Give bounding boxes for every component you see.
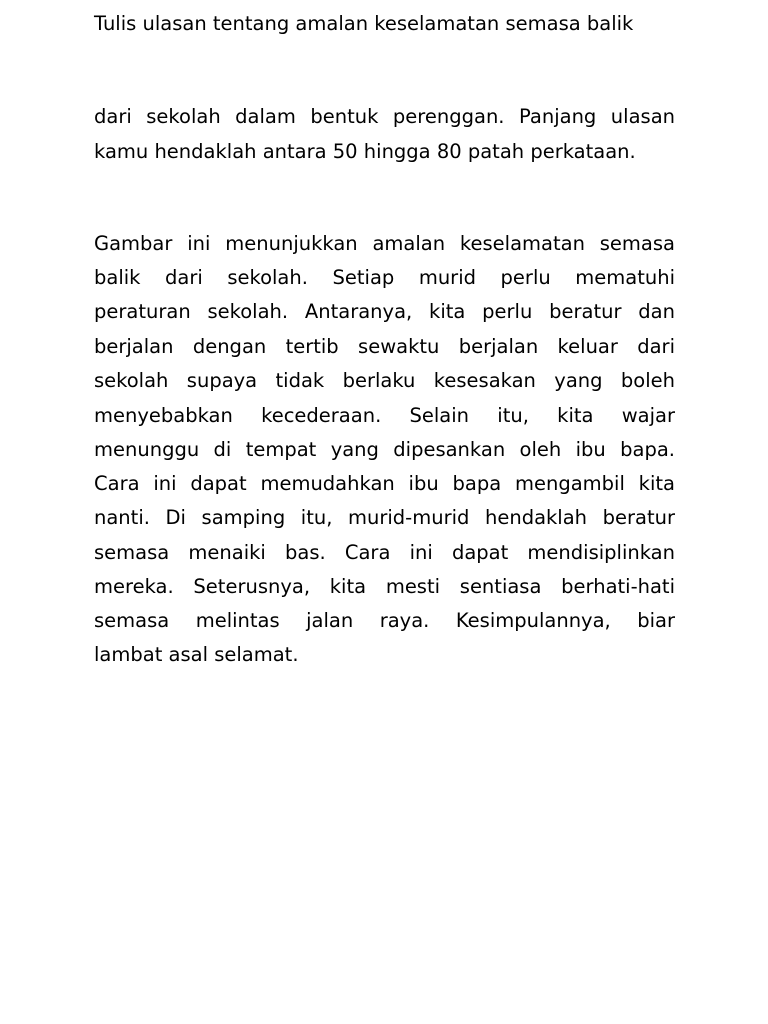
essay-line: semasa melintas jalan raya. Kesimpulannya, biar (94, 609, 675, 632)
essay-line: Cara ini dapat memudahkan ibu bapa mengambil kita (94, 472, 675, 495)
essay-line: sekolah supaya tidak berlaku kesesakan yang boleh (94, 369, 675, 392)
essay-line: semasa menaiki bas. Cara ini dapat mendisiplinkan (94, 541, 675, 564)
essay-line: menunggu di tempat yang dipesankan oleh ibu bapa. (94, 438, 675, 461)
essay-line: menyebabkan kecederaan. Selain itu, kita wajar (94, 404, 675, 427)
instruction-line: dari sekolah dalam bentuk perenggan. Panjang ulasan (94, 105, 675, 128)
heading-line: Tulis ulasan tentang amalan keselamatan semasa balik (94, 12, 634, 35)
instruction-line: kamu hendaklah antara 50 hingga 80 patah perkataan. (94, 140, 636, 163)
essay-line: Gambar ini menunjukkan amalan keselamatan semasa (94, 232, 675, 255)
essay-line: lambat asal selamat. (94, 643, 299, 666)
essay-line: nanti. Di samping itu, murid-murid hendaklah beratur (94, 506, 675, 529)
essay-line: peraturan sekolah. Antaranya, kita perlu beratur dan (94, 300, 675, 323)
essay-line: balik dari sekolah. Setiap murid perlu mematuhi (94, 266, 675, 289)
essay-line: berjalan dengan tertib sewaktu berjalan keluar dari (94, 335, 675, 358)
essay-line: mereka. Seterusnya, kita mesti sentiasa berhati-hati (94, 575, 675, 598)
